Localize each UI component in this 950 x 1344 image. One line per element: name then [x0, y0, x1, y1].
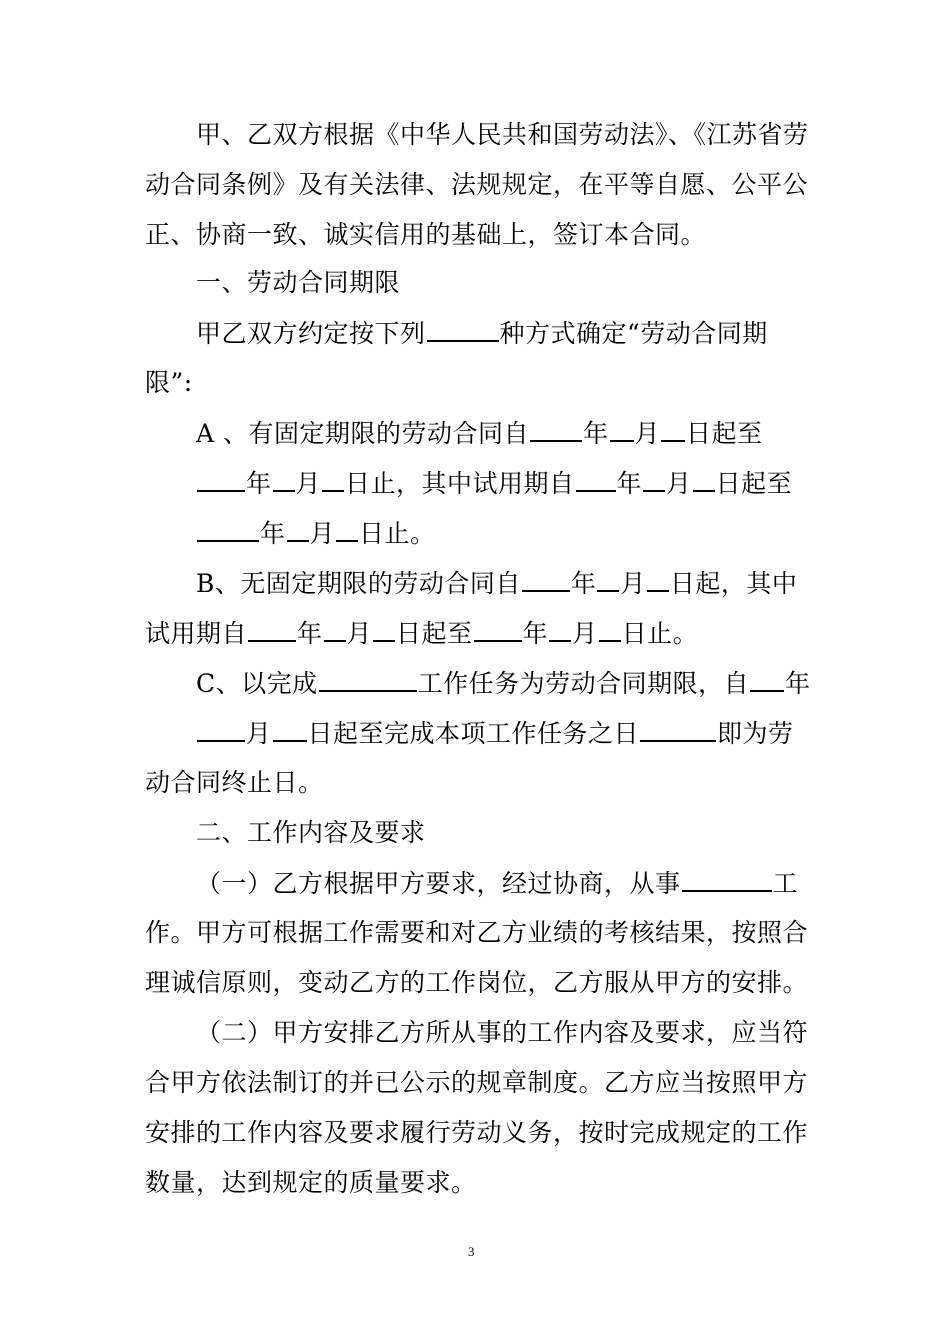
s2-p1-line-1	[196, 866, 798, 901]
blank	[682, 866, 772, 892]
term-choice-blank	[427, 316, 499, 342]
term-choice-post: 种方式确定“劳动合同期	[499, 319, 768, 348]
blank	[324, 616, 346, 642]
s2-p1-line-3: 理诚信原则，变动乙方的工作岗位，乙方服从甲方的安排。	[145, 968, 809, 997]
day-to-end-label: 日止。	[359, 519, 436, 548]
option-c-line-1	[196, 666, 811, 701]
trial-label: 试用期自	[145, 619, 248, 648]
s2-p2-line-4: 数量，达到规定的质量要求。	[145, 1168, 477, 1197]
blank	[197, 516, 259, 542]
year-label: 年	[616, 469, 643, 498]
s2-p2-line-2: 合甲方依法制订的并已公示的规章制度。乙方应当按照甲方	[145, 1068, 809, 1097]
blank	[643, 466, 665, 492]
blank	[693, 466, 715, 492]
month-label: 月	[295, 469, 322, 498]
blank	[373, 616, 395, 642]
section1-heading: 一、劳动合同期限	[196, 268, 401, 297]
option-a-line-2	[196, 466, 792, 501]
term-choice-end: 限”:	[145, 368, 193, 397]
year-label: 年	[260, 519, 286, 548]
intro-line-3: 正、协商一致、诚实信用的基础上，签订本合同。	[145, 220, 707, 249]
day-from-label: 日起至	[715, 469, 793, 498]
option-c-line-2	[196, 716, 794, 751]
term-choice-line	[196, 316, 768, 351]
blank	[610, 416, 634, 442]
day-from-label: 日起至	[686, 419, 763, 448]
blank	[661, 416, 685, 442]
blank	[549, 616, 571, 642]
month-label: 月	[572, 619, 598, 648]
month-label: 月	[620, 569, 646, 598]
section2-heading: 二、工作内容及要求	[196, 818, 426, 847]
blank	[197, 466, 245, 492]
blank	[248, 616, 296, 642]
option-c-until: 日起至完成本项工作任务之日	[307, 719, 640, 748]
blank	[530, 416, 582, 442]
option-a-line-1	[196, 416, 763, 451]
year-label: 年	[570, 569, 597, 598]
s2-p1-pre: （一）乙方根据甲方要求，经过协商，从事	[196, 869, 681, 898]
blank	[273, 466, 295, 492]
year-label: 年	[522, 619, 549, 648]
s2-p2-line-3: 安排的工作内容及要求履行劳动义务，按时完成规定的工作	[145, 1118, 809, 1147]
s2-p2-line-1: （二）甲方安排乙方所从事的工作内容及要求，应当符	[196, 1018, 809, 1047]
blank	[647, 566, 669, 592]
month-label: 月	[309, 519, 336, 548]
blank	[599, 616, 621, 642]
day-from-label: 日起至	[396, 619, 473, 648]
blank	[750, 666, 784, 692]
month-label: 月	[634, 419, 661, 448]
term-choice-pre: 甲乙双方约定按下列	[196, 319, 426, 348]
year-label: 年	[583, 419, 609, 448]
option-b-line-1	[196, 566, 797, 601]
option-c-is: 即为劳	[717, 719, 794, 748]
year-label: 年	[297, 619, 323, 648]
s2-p1-post: 工	[772, 869, 799, 898]
day-from-mid-label: 日起，其中	[669, 569, 798, 598]
month-label: 月	[666, 469, 692, 498]
blank	[597, 566, 619, 592]
day-to-trial-label: 日止，其中试用期自	[345, 469, 575, 498]
option-a-prefix: A 、有固定期限的劳动合同自	[196, 419, 530, 448]
option-a-line-3	[196, 516, 436, 551]
option-c-prefix: C、以完成	[196, 669, 318, 698]
blank	[640, 716, 716, 742]
blank	[336, 516, 358, 542]
month-label: 月	[346, 619, 373, 648]
blank	[273, 716, 307, 742]
day-to-end-label: 日止。	[621, 619, 699, 648]
option-c-line-3: 动合同终止日。	[145, 768, 324, 797]
s2-p1-line-2: 作。甲方可根据工作需要和对乙方业绩的考核结果，按照合	[145, 918, 809, 947]
blank	[576, 466, 616, 492]
option-b-line-2	[145, 616, 698, 651]
year-label: 年	[785, 669, 811, 698]
option-b-prefix: B、无固定期限的劳动合同自	[196, 569, 521, 598]
blank	[522, 566, 570, 592]
year-label: 年	[246, 469, 272, 498]
page-number: 3	[468, 1244, 475, 1259]
intro-line-2: 动合同条例》及有关法律、法规规定，在平等自愿、公平公	[145, 170, 809, 199]
blank	[474, 616, 522, 642]
blank	[287, 516, 309, 542]
option-c-task: 工作任务为劳动合同期限，自	[417, 669, 750, 698]
month-label: 月	[246, 719, 272, 748]
blank	[322, 466, 344, 492]
intro-line-1: 甲、乙双方根据《中华人民共和国劳动法》、《江苏省劳	[196, 120, 809, 149]
blank	[319, 666, 417, 692]
blank	[197, 716, 245, 742]
